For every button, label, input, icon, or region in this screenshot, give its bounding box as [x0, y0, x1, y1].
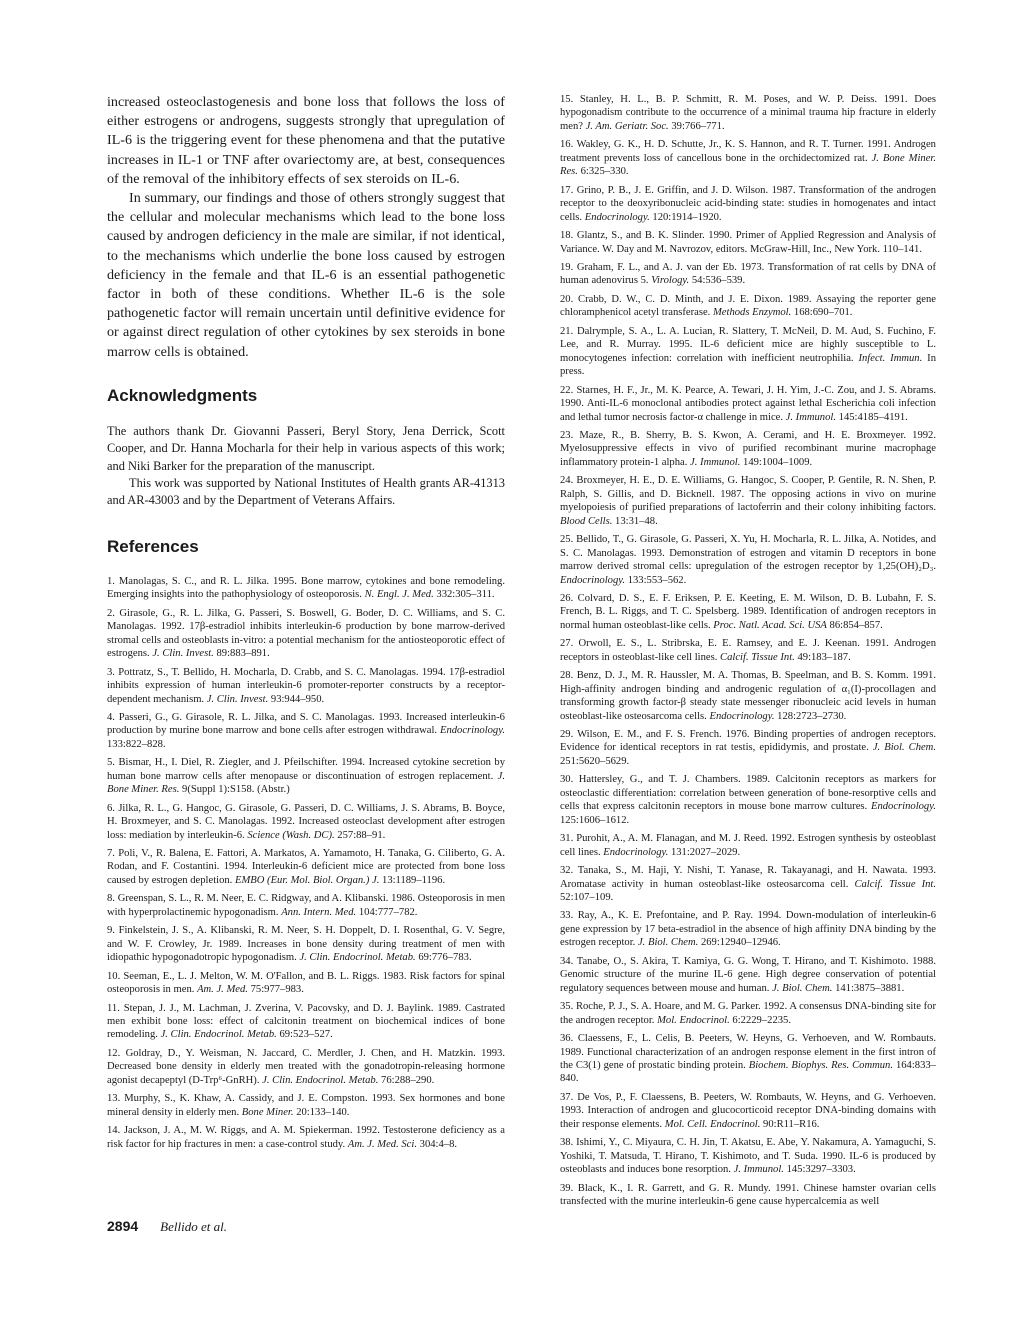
reference-item: [560, 261, 936, 288]
reference-citation: 131:2027–2029.: [670, 846, 741, 858]
reference-citation: 49:183–187.: [797, 651, 851, 663]
reference-journal: Science (Wash. DC).: [247, 829, 335, 841]
reference-number: 1.: [107, 575, 115, 587]
page-footer: [107, 1218, 227, 1235]
reference-item: [560, 773, 936, 827]
reference-authors: Murphy, S., K. Khaw, A. Cassidy, and J. E. Compston. 1993.: [124, 1093, 396, 1105]
reference-citation: 164:833–840.: [560, 1060, 936, 1085]
reference-journal: Infect. Immun.: [858, 352, 923, 364]
reference-journal: Blood Cells.: [560, 515, 613, 527]
reference-title: Bone marrow, cytokines and bone remodeling. Emerging insights into the pathophysiology of osteoporosis.: [107, 575, 505, 601]
reference-number: 12.: [107, 1047, 121, 1059]
reference-title: Functional characterization of an androgen response element in the first intron of the C3(1) gene of prostatic binding protein.: [560, 1046, 936, 1071]
reference-item: [560, 93, 936, 133]
reference-number: 9.: [107, 925, 115, 937]
left-column: [107, 93, 505, 1156]
reference-item: [107, 711, 505, 751]
reference-number: 29.: [560, 729, 574, 741]
reference-item: [560, 955, 936, 995]
reference-title: Calcitonin receptors as markers for osteoclastic differentiation: correlation between generation of bone-resorptive cells and cells that express calcitonin receptors in mouse bone marrow cultures.: [560, 774, 936, 813]
reference-authors: Crabb, D. W., C. D. Minth, and J. E. Dixon. 1989.: [578, 293, 812, 305]
reference-citation: 76:288–290.: [381, 1074, 435, 1086]
reference-number: 33.: [560, 910, 574, 922]
body-paragraph: increased osteoclastogenesis and bone loss that follows the loss of either estrogens or androgens, suggests strongly that upregulation of IL-6 is the triggering event for these phenomena and that the putative increases in IL-1 or TNF after ovariectomy are, at best, consequences of the removal of the inhibitory effects of sex steroids on IL-6.: [107, 94, 505, 187]
reference-item: [107, 1002, 505, 1042]
reference-number: 22.: [560, 384, 574, 396]
body-paragraph: In summary, our findings and those of others strongly suggest that the cellular and molecular mechanisms which lead to the bone loss caused by androgen deficiency in the male are similar, if not identical, to the mechanisms which underlie the bone loss caused by estrogen deficiency in the female and that IL-6 is an essential pathogenetic factor in both of these conditions. Whether IL-6 is the sole pathogenetic factor will remain uncertain until definitive evidence for or against direct regulation of other cytokines by sex steroids in bone marrow cells is obtained.: [107, 190, 505, 360]
reference-authors: De Vos, P., F. Claessens, B. Peeters, W. Rombauts, W. Heyns, and G. Verhoeven. 1993.: [560, 1091, 936, 1117]
reference-journal: Mol. Cell. Endocrinol.: [664, 1118, 761, 1130]
reference-journal: Endocrinology.: [560, 574, 626, 586]
reference-citation: 39:766–771.: [671, 120, 725, 132]
reference-title: Increases in bone density during treatment of men with idiopathic hypogonadotropic hypogonadism.: [107, 938, 505, 964]
reference-title: Interaction of androgen and glucocorticoid receptor DNA-binding domains with their response elements.: [560, 1105, 936, 1130]
reference-item: [107, 970, 505, 997]
reference-title: Aromatase activity in human osteoblast-like osteosarcoma cell.: [560, 878, 849, 890]
reference-item: [107, 924, 505, 964]
reference-citation: 145:3297–3303.: [786, 1164, 856, 1176]
reference-title: High-affinity androgen binding and androgenic regulation of α₁(I)-procollagen and transforming growth factor-β steady state messenger ribonucleic acid levels in human osteoblast-like osteosarcoma cells.: [560, 683, 936, 722]
reference-item: [560, 184, 936, 224]
reference-number: 26.: [560, 592, 574, 604]
reference-title: Decreased bone density in elderly men treated with the gonadotropin-releasing hormone agonist decapeptyl (D-Trp⁶-GnRH).: [107, 1061, 505, 1086]
reference-authors: Bellido, T., G. Girasole, G. Passeri, X. Yu, H. Mocharla, R. L. Jilka, A. Notides, and S. C. Manolagas. 1993.: [560, 534, 936, 559]
reference-authors: Bismar, H., I. Diel, R. Ziegler, and J. Pfeilschifter. 1994.: [118, 757, 366, 769]
reference-authors: Poli, V., R. Balena, E. Fattori, A. Markatos, A. Yamamoto, H. Tanaka, G. Ciliberto, G. A. Rodan, and F. Costantini. 1994.: [107, 848, 505, 873]
reference-title: Testosterone deficiency as a risk factor for hip fractures in men: a case-control study.: [107, 1125, 505, 1150]
reference-journal: J. Bone Miner. Res.: [107, 770, 506, 796]
reference-authors: Black, K., I. R. Garrett, and G. R. Mundy. 1991.: [577, 1182, 800, 1194]
reference-authors: Purohit, A., A. M. Flanagan, and M. J. Reed. 1992.: [576, 833, 795, 845]
reference-journal: J. Biol. Chem.: [637, 937, 699, 949]
reference-citation: In press.: [560, 352, 936, 378]
reference-title: Demonstration of estrogen and vitamin D receptors in bone marrow derived stromal cells: upregulation of the estrogen receptor by 1,25(OH)₂D₃.: [560, 547, 936, 573]
reference-title: Castrated men exhibit bone loss: effect of calcitonin treatment on biochemical indices of bone remodeling.: [107, 1002, 506, 1041]
reference-number: 37.: [560, 1091, 574, 1103]
reference-citation: 13:31–48.: [615, 515, 658, 527]
reference-number: 16.: [560, 139, 574, 151]
reference-title: Increased cytokine secretion by human bone marrow cells after menopause or discontinuation of estrogen replacement.: [107, 757, 506, 782]
reference-citation: 86:854–857.: [829, 619, 883, 631]
reference-authors: Dalrymple, S. A., L. A. Lucian, R. Slattery, T. McNeil, D. M. Aud, S. Fuchino, F. Lee, and R. Murray. 1995.: [560, 325, 936, 351]
reference-number: 8.: [107, 893, 115, 905]
reference-item: [107, 1092, 505, 1119]
reference-citation: 13:1189–1196.: [382, 874, 446, 886]
reference-authors: Manolagas, S. C., and R. L. Jilka. 1995.: [118, 575, 297, 587]
reference-item: [107, 802, 505, 842]
acknowledgments-paragraph: This work was supported by National Institutes of Health grants AR-41313 and AR-43003 and by the Department of Veterans Affairs.: [107, 476, 505, 508]
reference-item: [560, 1091, 936, 1131]
reference-journal: J. Clin. Invest.: [152, 648, 214, 660]
reference-journal: J. Clin. Endocrinol. Metab.: [262, 1074, 379, 1086]
reference-authors: Jackson, J. A., M. W. Riggs, and A. M. Spiekerman. 1992.: [123, 1125, 380, 1137]
reference-number: 18.: [560, 230, 574, 242]
reference-item: [560, 832, 936, 859]
running-head: Bellido et al.: [160, 1219, 227, 1234]
reference-journal: J. Immunol.: [690, 456, 741, 468]
reference-journal: N. Engl. J. Med.: [364, 589, 434, 601]
reference-title: Myelosuppressive effects in vivo of purified recombinant murine macrophage inflammatory protein-1 alpha.: [560, 443, 936, 468]
reference-authors: Graham, F. L., and A. J. van der Eb. 1973.: [576, 261, 765, 273]
reference-number: 5.: [107, 757, 115, 769]
reference-number: 23.: [560, 429, 574, 441]
reference-number: 11.: [107, 1002, 120, 1014]
reference-citation: 120:1914–1920.: [652, 211, 722, 223]
reference-citation: 69:523–527.: [279, 1029, 333, 1041]
reference-item: [107, 847, 505, 887]
reference-title: Binding properties of androgen receptors. Evidence for identical receptors in rat testis, epididymis, and prostate.: [560, 729, 936, 754]
reference-item: [560, 1136, 936, 1176]
reference-item: [560, 1032, 936, 1086]
reference-item: [560, 384, 936, 424]
reference-citation: 89:883–891.: [216, 648, 270, 660]
reference-journal: J. Clin. Endocrinol. Metab.: [160, 1029, 277, 1041]
reference-citation: 145:4185–4191.: [838, 411, 908, 423]
reference-journal: Proc. Natl. Acad. Sci. USA: [713, 619, 827, 631]
reference-citation: 20:133–140.: [296, 1106, 350, 1118]
reference-journal: Virology.: [651, 275, 690, 287]
reference-title: Increased osteoclast development after estrogen loss: mediation by interleukin-6.: [107, 816, 505, 841]
reference-title: Sex hormones and bone mineral density in elderly men.: [107, 1093, 505, 1118]
reference-authors: Passeri, G., G. Girasole, R. L. Jilka, and S. C. Manolagas. 1993.: [118, 711, 403, 723]
reference-authors: Maze, R., B. Sherry, B. S. Kwon, A. Cerami, and H. E. Broxmeyer. 1992.: [579, 429, 936, 441]
reference-authors: Ray, A., K. E. Prefontaine, and P. Ray. 1994.: [577, 910, 782, 922]
reference-citation: 54:536–539.: [691, 275, 746, 287]
reference-title: Identification of androgen receptors in normal human osteoblast-like cells.: [560, 606, 937, 631]
reference-list-right: [560, 93, 936, 1209]
reference-title: Anti-IL-6 monoclonal antibodies protect against lethal Escherichia coli infection and lethal tumor necrosis factor-α challenge in mice.: [560, 398, 936, 423]
reference-journal: J. Immunol.: [785, 411, 836, 423]
reference-item: [560, 592, 936, 632]
reference-number: 31.: [560, 833, 574, 845]
reference-journal: Endocrinology.: [870, 801, 936, 813]
reference-journal: J. Biol. Chem.: [872, 742, 936, 754]
reference-journal: J. Clin. Invest.: [206, 693, 269, 705]
reference-title: Primer of Applied Regression and Analysis of Variance. W. Day and M. Navrozov, editors. McGraw-Hill, Inc., New York. 110–141.: [560, 230, 936, 255]
reference-number: 13.: [107, 1093, 121, 1105]
reference-authors: Wilson, E. M., and F. S. French. 1976.: [577, 729, 750, 741]
reference-journal: Am. J. Med.: [197, 984, 248, 996]
reference-title: Increased interleukin-6 production by murine bone marrow and bone cells after estrogen withdrawal.: [107, 711, 505, 737]
reference-authors: Starnes, H. F., Jr., M. K. Pearce, A. Tewari, J. H. Yim, J.-C. Zou, and J. S. Abrams. 1990.: [560, 384, 936, 410]
reference-number: 4.: [107, 711, 115, 723]
reference-citation: 257:88–91.: [337, 829, 386, 841]
reference-item: [560, 429, 936, 469]
reference-number: 17.: [560, 184, 574, 196]
reference-journal: Calcif. Tissue Int.: [720, 651, 795, 663]
reference-title: The opposing actions in vivo on murine myelopoiesis of purified preparations of lactoferrin and their colony inhibiting factors.: [560, 488, 936, 514]
reference-authors: Roche, P. J., S. A. Hoare, and M. G. Parker. 1992.: [575, 1001, 788, 1013]
reference-item: [560, 637, 936, 664]
reference-item: [560, 728, 936, 768]
reference-list-left: [107, 575, 505, 1151]
reference-title: Transformation of rat cells by DNA of human adenovirus 5.: [560, 261, 937, 287]
reference-citation: 90:R11–R16.: [763, 1118, 820, 1130]
reference-title: IL-6 is produced by osteoblasts and induces bone resorption.: [560, 1150, 936, 1176]
reference-number: 20.: [560, 293, 574, 305]
reference-title: Osteoporosis in men with hyperprolactinemic hypogonadism.: [107, 893, 505, 918]
reference-item: [107, 575, 505, 602]
reference-title: A consensus DNA-binding site for the androgen receptor.: [560, 1001, 936, 1026]
reference-citation: 104:777–782.: [358, 906, 418, 918]
reference-item: [560, 229, 936, 256]
reference-authors: Finkelstein, J. S., A. Klibanski, R. M. Neer, S. H. Doppelt, D. I. Rosenthal, G. V. Segre, and W. F. Crowley, Jr. 1989.: [107, 925, 505, 950]
reference-authors: Broxmeyer, H. E., D. E. Williams, G. Hangoc, S. Cooper, P. Gentile, R. N. Shen, P. Ralph, S. Gillis, and D. Bicknell. 1987.: [560, 475, 936, 500]
reference-title: Transformation of the androgen receptor to the deoxyribonucleic acid-binding state: studies in homogenates and intact cells.: [560, 184, 936, 223]
reference-citation: 125:1606–1612.: [560, 814, 630, 826]
reference-authors: Hattersley, G., and T. J. Chambers. 1989.: [578, 774, 771, 786]
reference-item: [107, 666, 505, 706]
reference-journal: EMBO (Eur. Mol. Biol. Organ.) J.: [234, 874, 380, 886]
reference-number: 2.: [107, 607, 115, 619]
reference-item: [560, 293, 936, 320]
reference-number: 19.: [560, 261, 574, 273]
reference-citation: 332:305–311.: [436, 589, 495, 601]
reference-number: 36.: [560, 1033, 574, 1045]
reference-authors: Stepan, J. J., M. Lachman, J. Zverina, V. Pacovsky, and D. J. Baylink. 1989.: [123, 1002, 462, 1014]
reference-journal: Endocrinology.: [439, 725, 505, 737]
reference-item: [560, 1000, 936, 1027]
reference-authors: Glantz, S., and B. K. Slinder. 1990.: [576, 230, 733, 242]
reference-citation: 149:1004–1009.: [743, 456, 813, 468]
reference-citation: 52:107–109.: [560, 892, 614, 904]
reference-journal: Mol. Endocrinol.: [657, 1014, 730, 1026]
reference-title: Androgen receptors in osteoblast-like cell lines.: [560, 638, 936, 663]
reference-journal: Bone Miner.: [241, 1106, 294, 1118]
reference-authors: Grino, P. B., J. E. Griffin, and J. D. Wilson. 1987.: [576, 184, 796, 196]
reference-journal: J. Clin. Endocrinol. Metab.: [299, 952, 416, 964]
reference-citation: 133:822–828.: [107, 738, 166, 750]
reference-item: [560, 474, 936, 528]
acknowledgments-heading: Acknowledgments: [107, 385, 258, 405]
reference-journal: Calcif. Tissue Int.: [854, 878, 936, 890]
reference-item: [560, 669, 936, 723]
reference-citation: 269:12940–12946.: [700, 937, 781, 949]
reference-title: Estrogen synthesis by osteoblast cell lines.: [560, 833, 936, 858]
reference-number: 14.: [107, 1125, 121, 1137]
reference-journal: Endocrinology.: [603, 846, 669, 858]
reference-citation: 9(Suppl 1):S158. (Abstr.): [182, 784, 290, 796]
reference-item: [107, 1124, 505, 1151]
reference-citation: 128:2723–2730.: [777, 710, 847, 722]
reference-item: [560, 138, 936, 178]
reference-journal: Endocrinology.: [709, 710, 775, 722]
reference-number: 25.: [560, 534, 574, 546]
reference-number: 7.: [107, 848, 115, 860]
reference-number: 34.: [560, 955, 574, 967]
reference-title: Androgen treatment prevents loss of cancellous bone in the orchidectomized rat.: [560, 139, 936, 164]
reference-citation: 133:553–562.: [627, 574, 687, 586]
reference-citation: 6:325–330.: [580, 166, 629, 178]
reference-title: Risk factors for spinal osteoporosis in men.: [107, 970, 506, 996]
reference-title: Genomic structure of the murine IL-6 gene. High degree conservation of potential regulatory sequences between mouse and human.: [560, 969, 936, 994]
page-number: 2894: [107, 1218, 139, 1234]
reference-journal: J. Bone Miner. Res.: [560, 152, 936, 178]
reference-authors: Colvard, D. S., E. F. Eriksen, P. E. Keeting, E. M. Wilson, D. B. Lubahn, F. S. French, B. L. Riggs, and T. C. Spelsberg. 1989.: [560, 592, 936, 618]
reference-authors: Pottratz, S., T. Bellido, H. Mocharla, D. Crabb, and S. C. Manolagas. 1994.: [118, 666, 446, 678]
reference-authors: Girasole, G., R. L. Jilka, G. Passeri, S. Boswell, G. Boder, D. C. Williams, and S. C. Manolagas. 1992.: [107, 607, 505, 633]
reference-journal: J. Am. Geriatr. Soc.: [585, 120, 669, 132]
reference-title: Chinese hamster ovarian cells transfected with the murine interleukin-6 gene cause hypercalcemia as well: [560, 1182, 936, 1208]
right-column: [560, 93, 936, 1214]
reference-number: 24.: [560, 475, 574, 487]
reference-title: 17β-estradiol inhibits interleukin-6 production by bone marrow-derived stromal cells and osteoblasts in-vitro: a potential mechanism for the antiosteoporotic effect of estrogens.: [107, 621, 505, 660]
reference-item: [107, 756, 505, 796]
reference-item: [107, 607, 505, 661]
reference-number: 38.: [560, 1137, 574, 1149]
reference-number: 30.: [560, 774, 574, 786]
reference-journal: Endocrinology.: [584, 211, 650, 223]
reference-number: 15.: [560, 94, 574, 105]
reference-journal: Biochem. Biophys. Res. Commun.: [748, 1060, 893, 1071]
reference-item: [560, 1182, 936, 1209]
references-heading: References: [107, 536, 199, 556]
reference-citation: 304:4–8.: [419, 1138, 458, 1150]
reference-number: 21.: [560, 325, 574, 337]
reference-title: Does hypogonadism contribute to the occurrence of a minimal trauma hip fracture in elderly men?: [560, 94, 936, 132]
reference-number: 6.: [107, 802, 115, 814]
reference-number: 28.: [560, 670, 574, 682]
reference-number: 32.: [560, 865, 574, 877]
reference-citation: 251:5620–5629.: [560, 755, 630, 767]
reference-title: IL-6 deficient mice are highly susceptible to L. monocytogenes infection: correlation with inefficient neutrophilia.: [560, 339, 937, 364]
reference-authors: Goldray, D., Y. Weisman, N. Jaccard, C. Merdler, J. Chen, and H. Matzkin. 1993.: [125, 1047, 505, 1059]
reference-authors: Tanaka, S., M. Haji, Y. Nishi, T. Yanase, R. Takayanagi, and H. Nawata. 1993.: [577, 865, 936, 877]
reference-item: [560, 533, 936, 587]
reference-citation: 168:690–701.: [793, 307, 853, 319]
reference-citation: 141:3875–3881.: [835, 982, 905, 994]
reference-item: [560, 909, 936, 949]
reference-item: [107, 892, 505, 919]
reference-authors: Benz, D. J., M. R. Haussler, M. A. Thomas, B. Speelman, and B. S. Komm. 1991.: [576, 670, 937, 682]
reference-authors: Wakley, G. K., H. D. Schutte, Jr., K. S. Hannon, and R. T. Turner. 1991.: [576, 139, 891, 151]
reference-journal: J. Biol. Chem.: [772, 982, 833, 994]
reference-number: 3.: [107, 666, 115, 678]
reference-authors: Seeman, E., L. J. Melton, W. M. O'Fallon, and B. L. Riggs. 1983.: [123, 970, 407, 982]
reference-citation: 69:776–783.: [418, 952, 472, 964]
acknowledgments-paragraph: The authors thank Dr. Giovanni Passeri, Beryl Story, Jena Derrick, Scott Cooper, and Dr. Hanna Mocharla for their help in various aspects of this work; and Niki Barker for the preparation of the manuscript.: [107, 423, 505, 473]
reference-journal: Am. J. Med. Sci.: [347, 1138, 417, 1150]
reference-citation: 6:2229–2235.: [732, 1014, 791, 1026]
reference-authors: Greenspan, S. L., R. M. Neer, E. C. Ridgway, and A. Klibanski. 1986.: [117, 893, 415, 905]
reference-authors: Ishimi, Y., C. Miyaura, C. H. Jin, T. Akatsu, E. Abe, Y. Nakamura, A. Yamaguchi, S. Yoshiki, T. Matsuda, T. Hirano, T. Kishimoto, and T. Suda. 1990.: [560, 1137, 936, 1162]
reference-title: Down-modulation of interleukin-6 gene expression by 17 beta-estradiol in the absence of high affinity DNA binding by the estrogen receptor.: [560, 910, 936, 949]
reference-authors: Stanley, H. L., B. P. Schmitt, R. M. Poses, and W. P. Deiss. 1991.: [579, 94, 908, 105]
reference-number: 39.: [560, 1182, 574, 1194]
reference-journal: Ann. Intern. Med.: [281, 906, 357, 918]
reference-title: Interleukin-6 deficient mice are protected from bone loss caused by estrogen depletion.: [107, 861, 505, 886]
reference-journal: Methods Enzymol.: [712, 307, 792, 319]
reference-citation: 75:977–983.: [250, 984, 304, 996]
reference-authors: Tanabe, O., S. Akira, T. Kamiya, G. G. Wong, T. Hirano, and T. Kishimoto. 1988.: [576, 955, 936, 967]
reference-title: 17β-estradiol inhibits expression of human interleukin-6 promoter-reporter constructs by a receptor-dependent mechanism.: [107, 666, 505, 705]
reference-title: Assaying the reporter gene chloramphenicol acetyl transferase.: [560, 293, 937, 319]
reference-journal: J. Immunol.: [733, 1164, 784, 1176]
reference-authors: Claessens, F., L. Celis, B. Peeters, W. Heyns, G. Verhoeven, and W. Rombauts. 1989.: [560, 1033, 936, 1058]
reference-item: [107, 1047, 505, 1087]
reference-authors: Jilka, R. L., G. Hangoc, G. Girasole, G. Passeri, D. C. Williams, J. S. Abrams, B. Boyce, H. Broxmeyer, and S. C. Manolagas. 1992.: [107, 802, 505, 828]
reference-number: 27.: [560, 638, 574, 650]
reference-number: 10.: [107, 970, 121, 982]
reference-authors: Orwoll, E. S., L. Stribrska, E. E. Ramsey, and E. J. Keenan. 1991.: [578, 638, 889, 650]
reference-item: [560, 864, 936, 904]
reference-citation: 93:944–950.: [270, 693, 325, 705]
reference-number: 35.: [560, 1001, 574, 1013]
reference-item: [560, 325, 936, 379]
